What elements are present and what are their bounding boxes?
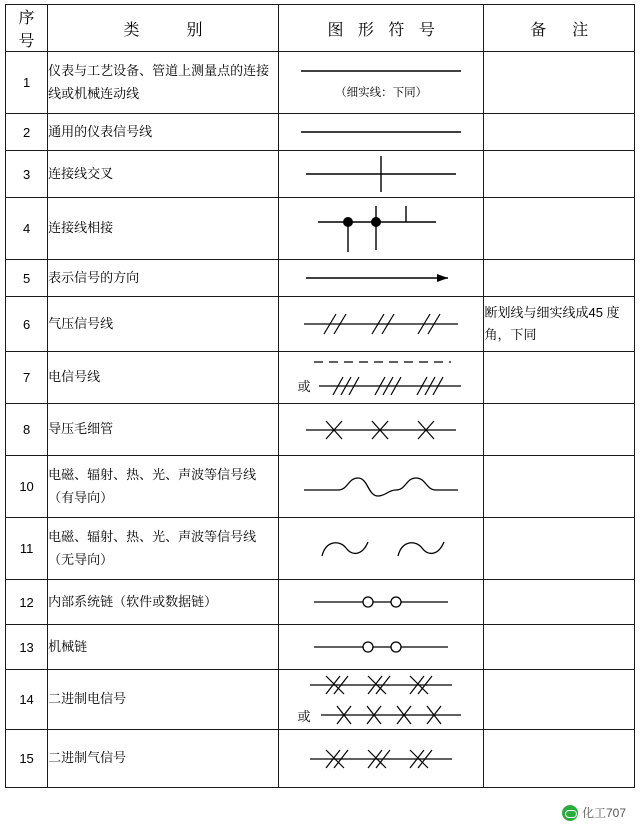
double-slash-cross-line-icon (296, 672, 466, 698)
row-category: 二进制电信号 (48, 670, 279, 730)
table-header-row (6, 5, 635, 52)
table-row (6, 151, 635, 198)
row-symbol (278, 670, 484, 730)
solid-line-icon (296, 65, 466, 77)
row-note (484, 198, 635, 260)
row-symbol (278, 580, 484, 625)
wave-line-continuous-icon (296, 472, 466, 502)
row-category: 连接线交叉 (48, 151, 279, 198)
row-number: 7 (6, 352, 48, 404)
line-two-circles-icon (296, 639, 466, 655)
row-category: 二进制气信号 (48, 730, 279, 788)
row-category: 气压信号线 (48, 297, 279, 352)
row-number: 2 (6, 114, 48, 151)
row-number: 10 (6, 456, 48, 518)
row-number: 1 (6, 52, 48, 114)
row-category: 导压毛细管 (48, 404, 279, 456)
double-slash-line-icon (296, 310, 466, 338)
x-marks-line-icon (296, 417, 466, 443)
single-cross-line-icon (315, 703, 465, 727)
header-cell-number (6, 5, 61, 52)
row-number: 13 (6, 625, 48, 670)
row-note (484, 352, 635, 404)
row-note (484, 260, 635, 297)
row-category: 内部系统链（软件或数据链） (48, 580, 279, 625)
row-symbol (278, 198, 484, 260)
header-symbol-label: 图 形 符 号 (327, 21, 440, 39)
wechat-icon (562, 805, 578, 821)
dashed-line-icon (296, 357, 466, 367)
line-two-circles-icon (296, 594, 466, 610)
table-row (6, 198, 635, 260)
row-category: 通用的仪表信号线 (48, 114, 279, 151)
row-number: 15 (6, 730, 48, 788)
row-symbol (278, 352, 484, 404)
solid-line-icon (296, 126, 466, 138)
row-symbol (278, 114, 484, 151)
table-row (6, 518, 635, 580)
row-note (484, 456, 635, 518)
row-symbol (278, 151, 484, 198)
row-number: 5 (6, 260, 48, 297)
row-note (484, 114, 635, 151)
row-note (484, 625, 635, 670)
table-row (6, 260, 635, 297)
row-note (484, 580, 635, 625)
row-symbol (278, 625, 484, 670)
symbol-caption: （细实线：下同） (335, 87, 428, 99)
table-row (6, 456, 635, 518)
row-category: 电磁、辐射、热、光、声波等信号线（有导向） (48, 456, 279, 518)
header-cell-symbol (278, 5, 484, 52)
table-row (6, 52, 635, 114)
row-number: 12 (6, 580, 48, 625)
table-row (6, 404, 635, 456)
row-category: 表示信号的方向 (48, 260, 279, 297)
row-category: 机械链 (48, 625, 279, 670)
header-category-label: 类 别 (123, 21, 208, 39)
row-category: 电信号线 (48, 352, 279, 404)
triple-slash-line-icon (315, 373, 465, 399)
row-note (484, 518, 635, 580)
double-x-line-icon (296, 746, 466, 772)
junction-dots-icon (296, 200, 466, 258)
row-number: 8 (6, 404, 48, 456)
header-note-label: 备 注 (530, 21, 594, 39)
table-row (6, 114, 635, 151)
row-number: 6 (6, 297, 48, 352)
or-label: 或 (297, 379, 311, 394)
row-note: 断划线与细实线成45 度角，下同 (484, 297, 635, 352)
row-number: 3 (6, 151, 48, 198)
row-category: 电磁、辐射、热、光、声波等信号线（无导向） (48, 518, 279, 580)
row-note (484, 52, 635, 114)
row-number: 14 (6, 670, 48, 730)
header-number-label: 序 号 (18, 10, 61, 50)
row-symbol (278, 730, 484, 788)
crossing-lines-icon (296, 152, 466, 196)
row-category: 连接线相接 (48, 198, 279, 260)
table-row (6, 580, 635, 625)
row-number: 11 (6, 518, 48, 580)
header-cell-note (484, 5, 635, 52)
watermark-label: 化工707 (581, 806, 626, 820)
arrow-line-icon (296, 271, 466, 285)
table-row (6, 730, 635, 788)
table-row (6, 352, 635, 404)
row-category: 仪表与工艺设备、管道上测量点的连接线或机械连动线 (48, 52, 279, 114)
table-row (6, 670, 635, 730)
row-symbol (278, 404, 484, 456)
row-symbol (278, 297, 484, 352)
row-note (484, 151, 635, 198)
table-row (6, 297, 635, 352)
table-row (6, 625, 635, 670)
row-note (484, 404, 635, 456)
row-symbol (278, 456, 484, 518)
symbol-table (5, 4, 635, 788)
row-note (484, 730, 635, 788)
header-cell-category (48, 5, 279, 52)
wave-line-broken-icon (296, 534, 466, 564)
watermark (562, 804, 626, 821)
row-symbol (278, 260, 484, 297)
row-symbol (278, 52, 484, 114)
document-page (0, 4, 640, 831)
row-symbol (278, 518, 484, 580)
row-note (484, 670, 635, 730)
or-label: 或 (297, 708, 311, 724)
row-number: 4 (6, 198, 48, 260)
